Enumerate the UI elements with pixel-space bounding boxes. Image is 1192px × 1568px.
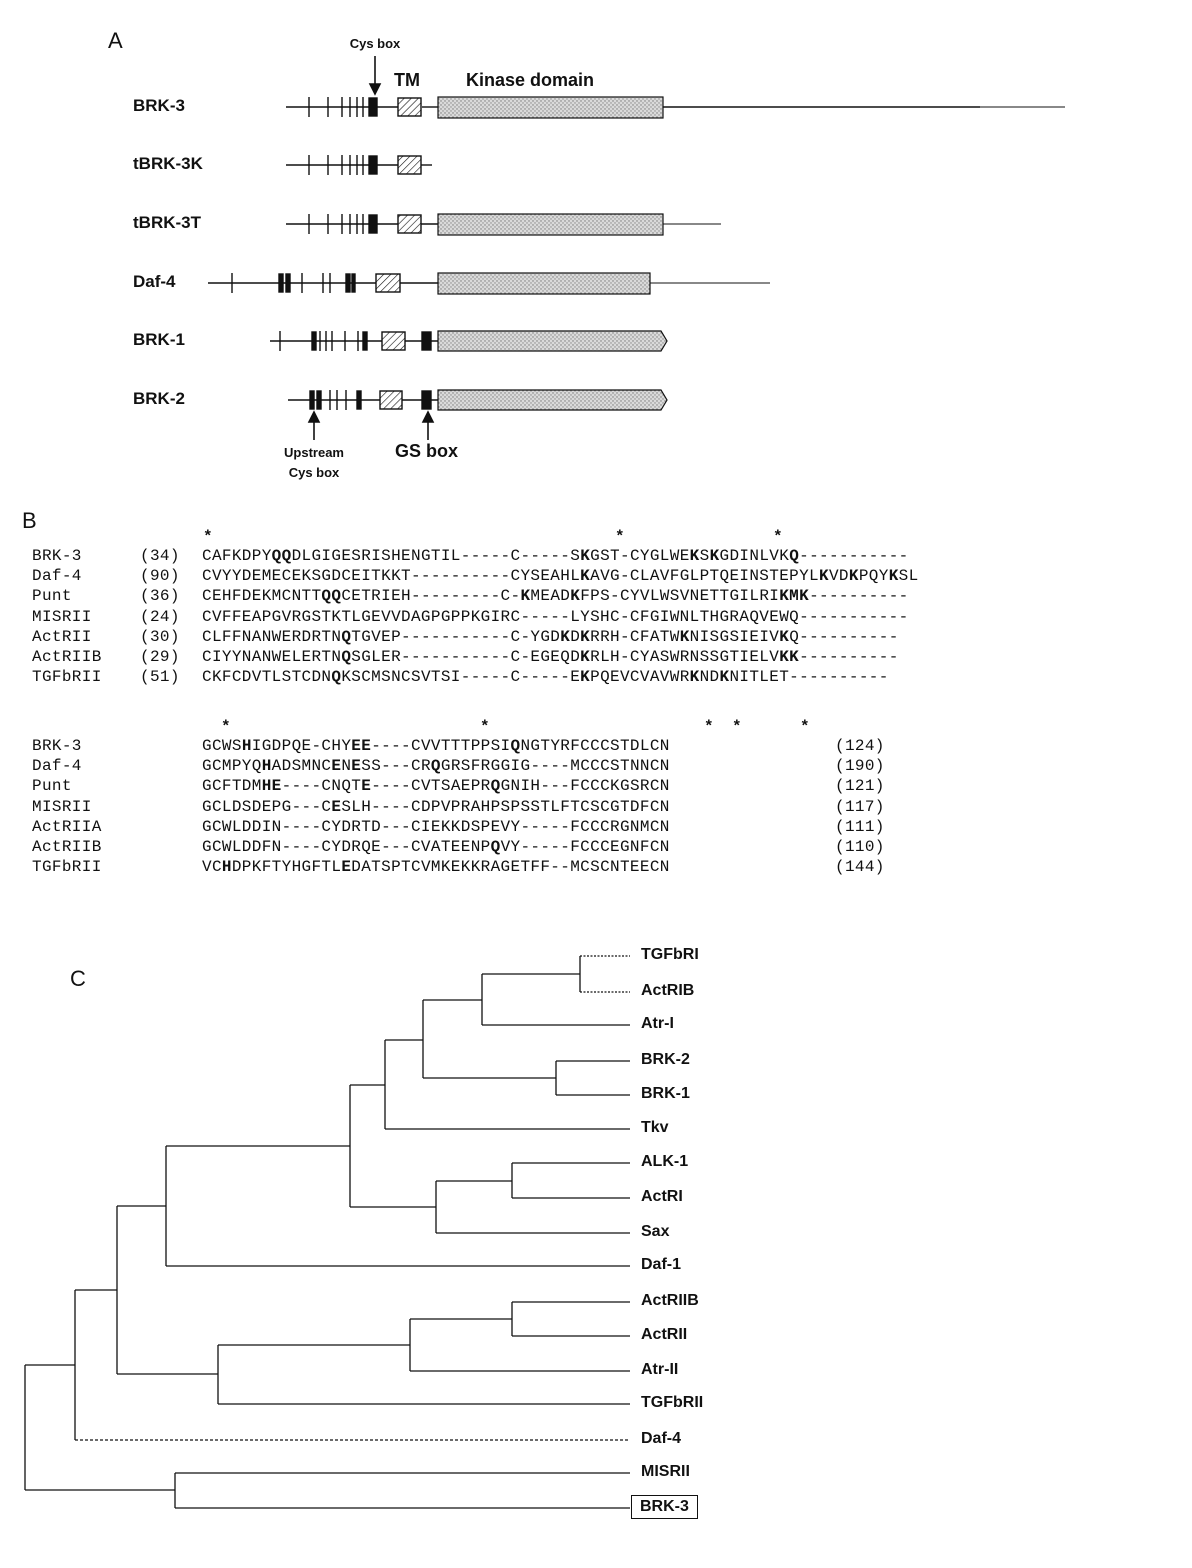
alignment-row-name: MISRII [32, 797, 92, 816]
tm-annotation: TM [394, 70, 420, 90]
alignment-row-end: (117) [835, 797, 885, 816]
alignment-row-start: (51) [140, 668, 180, 687]
block2-sequences [202, 736, 670, 877]
alignment-row-name: BRK-3 [32, 547, 82, 565]
tree-leaf: TGFbRII [641, 1394, 704, 1411]
tree-leaf: MISRII [641, 1463, 690, 1480]
alignment-row-sequence: GCWSHIGDPQE-CHYEE----CVVTTTPPSIQNGTYRFCCCSTDLCN [202, 737, 670, 755]
conserved-cys-marker: * [480, 718, 490, 736]
alignment-row-name: TGFbRII [32, 858, 102, 877]
construct-label-daf4: Daf-4 [133, 272, 176, 291]
kinase-domain-annotation: Kinase domain [466, 70, 595, 90]
alignment-row-start: (24) [140, 607, 180, 626]
alignment-row-name: ActRII [32, 627, 92, 646]
alignment-row-sequence: CLFFNANWERDRTNQTGVEP-----------C-YGDKDKRRH-CFATWKNISGSIEIVKQ---------- [202, 627, 899, 646]
alignment-row-end: (110) [835, 838, 885, 857]
tree-leaf-highlighted: BRK-3 [631, 1495, 698, 1519]
tree-leaf: Sax [641, 1223, 670, 1240]
conserved-cys-marker: * [773, 528, 783, 546]
alignment-row-start: (34) [140, 547, 180, 565]
alignment-row-name: ActRIIB [32, 838, 102, 857]
alignment-row-start: (90) [140, 567, 180, 586]
tree-leaf: ALK-1 [641, 1153, 689, 1170]
alignment-row-end: (121) [835, 777, 885, 796]
construct-label-tbrk3k: tBRK-3K [133, 154, 203, 173]
alignment-row-sequence: GCLDSDEPG---CESLH----CDPVPRAHPSPSSTLFTCSCGTDFCN [202, 797, 670, 816]
conserved-cys-marker: * [732, 718, 742, 736]
block1-positions [140, 546, 180, 687]
conserved-cys-marker: * [800, 718, 810, 736]
tree-leaf: BRK-2 [641, 1051, 690, 1068]
alignment-row-name: Daf-4 [32, 757, 82, 776]
block1-names [32, 546, 102, 687]
alignment-block-1 [32, 546, 919, 687]
block2-names [32, 736, 102, 877]
alignment-row-name: ActRIIB [32, 648, 102, 667]
alignment-row-sequence: VCHDPKFTYHGFTLEDATSPTCVMKEKKRAGETFF--MCSCNTEECN [202, 858, 670, 877]
construct-label-brk3: BRK-3 [133, 96, 185, 115]
alignment-row-end: (124) [835, 737, 885, 755]
panel-a-label: A [108, 28, 123, 53]
panel-c-label: C [70, 966, 86, 991]
tree-leaf: ActRIIB [641, 1292, 699, 1309]
alignment-row-name: Daf-4 [32, 567, 82, 586]
alignment-row-sequence: CVFFEAPGVRGSTKTLGEVVDAGPGPPKGIRC-----LYSHC-CFGIWNLTHGRAQVEWQ----------- [202, 607, 909, 626]
alignment-row-name: Punt [32, 777, 72, 796]
alignment-row-sequence: GCWLDDIN----CYDRTD---CIEKKDSPEVY-----FCCCRGNMCN [202, 817, 670, 836]
tree-leaf: ActRIB [641, 982, 695, 999]
alignment-row-name: Punt [32, 587, 72, 606]
tree-leaf: Daf-1 [641, 1256, 682, 1273]
alignment-row-start: (29) [140, 648, 180, 667]
alignment-row-sequence: CAFKDPYQQDLGIGESRISHENGTIL-----C-----SKGST-CYGLWEKSKGDINLVKQ----------- [202, 547, 909, 565]
upstream-cys-box-line1: Upstream [284, 445, 344, 460]
tree-leaf: Atr-II [641, 1361, 679, 1378]
alignment-row-sequence: CKFCDVTLSTCDNQKSCMSNCSVTSI-----C-----EKPQEVCVAVWRKNDKNITLET---------- [202, 668, 889, 687]
phylogenetic-tree [0, 930, 1192, 1550]
construct-daf4 [208, 273, 770, 294]
construct-tbrk3t [286, 214, 721, 235]
block2-positions [835, 736, 885, 877]
alignment-row-end: (111) [835, 817, 885, 836]
alignment-row-end: (190) [835, 757, 885, 776]
panel-b-label: B [22, 508, 37, 533]
upstream-cys-box-line2: Cys box [288, 465, 340, 480]
alignment-row-sequence: GCWLDDFN----CYDRQE---CVATEENPQVY-----FCCCEGNFCN [202, 838, 670, 857]
construct-label-brk2: BRK-2 [133, 389, 185, 408]
alignment-row-name: MISRII [32, 607, 92, 626]
tree-leaf: ActRI [641, 1188, 683, 1205]
construct-label-tbrk3t: tBRK-3T [133, 213, 201, 232]
conserved-cys-marker: * [203, 528, 213, 546]
alignment-row-name: BRK-3 [32, 737, 82, 755]
cys-box-annotation: Cys box [349, 36, 401, 51]
tree-leaf: Tkv [641, 1119, 669, 1136]
domain-diagram [0, 0, 1192, 480]
gs-box-annotation: GS box [395, 441, 459, 461]
construct-tbrk3k [286, 155, 432, 175]
conserved-cys-marker: * [704, 718, 714, 736]
alignment-row-sequence: CVYYDEMECEKSGDCEITKKT----------CYSEAHLKAVG-CLAVFGLPTQEINSTEPYLKVDKPQYKSL [202, 567, 919, 586]
alignment-row-sequence: CEHFDEKMCNTTQQCETRIEH---------C-KMEADKFPS-CYVLWSVNETTGILRIKMK---------- [202, 587, 909, 606]
cys-box-arrow [370, 56, 380, 94]
tree-leaf: TGFbRI [641, 946, 699, 963]
tree-leaf: Daf-4 [641, 1430, 682, 1447]
block1-sequences [202, 546, 919, 687]
alignment-block-2 [32, 736, 885, 877]
construct-label-brk1: BRK-1 [133, 330, 185, 349]
construct-brk2 [288, 390, 667, 410]
alignment-row-sequence: GCFTDMHE----CNQTE----CVTSAEPRQGNIH---FCCCKGSRCN [202, 777, 670, 796]
alignment-row-sequence: CIYYNANWELERTNQSGLER-----------C-EGEQDKRLH-CYASWRNSSGTIELVKK---------- [202, 648, 899, 667]
gs-box-arrow [423, 412, 433, 440]
upstream-cys-box-arrow [309, 412, 319, 440]
alignment-row-end: (144) [835, 858, 885, 877]
tree-leaf: BRK-1 [641, 1085, 690, 1102]
conserved-cys-marker: * [221, 718, 231, 736]
alignment-row-start: (30) [140, 627, 180, 646]
construct-brk3 [286, 97, 1065, 118]
alignment-row-name: ActRIIA [32, 817, 102, 836]
tree-leaf: ActRII [641, 1326, 688, 1343]
alignment-row-sequence: GCMPYQHADSMNCENESS---CRQGRSFRGGIG----MCCCSTNNCN [202, 757, 670, 776]
conserved-cys-marker: * [615, 528, 625, 546]
tree-leaf: Atr-I [641, 1015, 674, 1032]
construct-brk1 [270, 331, 667, 351]
alignment-row-start: (36) [140, 587, 180, 606]
alignment-row-name: TGFbRII [32, 668, 102, 687]
